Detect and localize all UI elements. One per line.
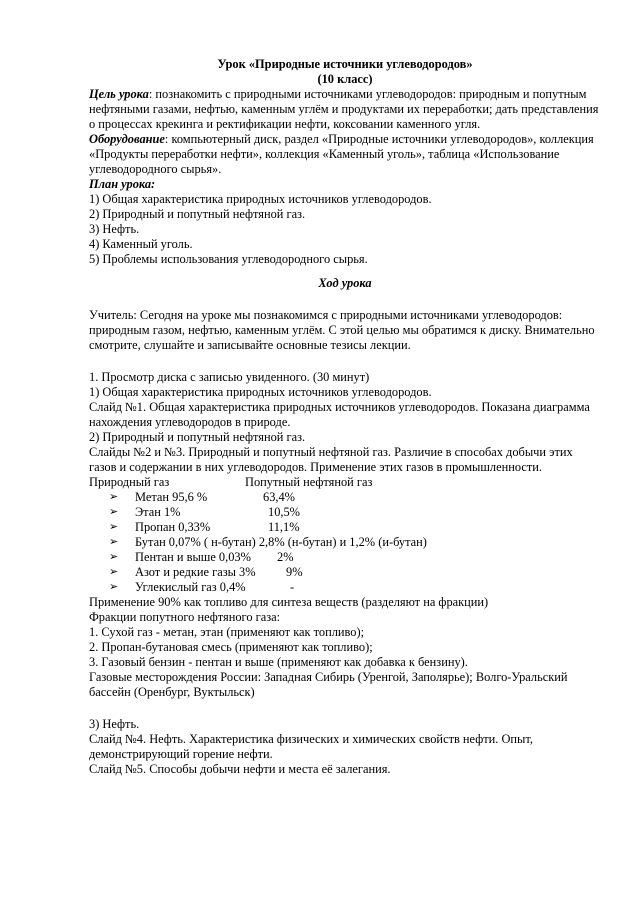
arrow-bullet-icon: ➢ <box>109 491 119 503</box>
gas-name: Пентан и выше 0,03% <box>135 550 251 564</box>
gas-row <box>89 550 601 565</box>
gas-name: Бутан 0,07% ( н-бутан) 2,8% (н-бутан) и 1,2% (и-бутан) <box>135 535 427 549</box>
text-line: 2. Пропан-бутановая смесь (применяют как топливо); <box>89 640 373 654</box>
gas-row <box>89 490 601 505</box>
plan-item: 4) Каменный уголь. <box>89 237 193 251</box>
spacer <box>89 291 601 308</box>
gas-table-header <box>89 475 601 490</box>
gas-name: Углекислый газ 0,4% <box>135 580 246 594</box>
text-line: 3. Газовый бензин - пентан и выше (применяют как добавка к бензину). <box>89 655 468 669</box>
gas-value: - <box>290 580 295 594</box>
gas-name: Этан 1% <box>135 505 181 519</box>
gas-name: Метан 95,6 % <box>135 490 208 504</box>
section-line: Слайды №2 и №3. Природный и попутный нефтяной газ. Различие в способах добычи этих газов и содержании в них углеводородов. Применение этих газов в промышленности. <box>89 445 573 474</box>
gas-name: Азот и редкие газы 3% <box>135 565 256 579</box>
goal-label: Цель урока <box>89 87 149 101</box>
section-line: 2) Природный и попутный нефтяной газ. <box>89 430 306 444</box>
arrow-bullet-icon: ➢ <box>109 506 119 518</box>
gas-row <box>89 520 601 535</box>
gas-value: 10,5% <box>268 505 301 519</box>
equipment-text: : компьютерный диск, раздел «Природные источники углеводородов», коллекция «Продукты переработки нефти», коллекция «Каменный уголь», таблица «Использование углеводородного сырья». <box>89 132 594 176</box>
plan-item: 3) Нефть. <box>89 222 140 236</box>
gas-col-natural: Природный газ <box>89 475 170 489</box>
plan-label: План урока: <box>89 177 156 191</box>
gas-row <box>89 580 601 595</box>
plan-item: 5) Проблемы использования углеводородного сырья. <box>89 252 368 266</box>
gas-value: 63,4% <box>263 490 296 504</box>
gas-col-associated: Попутный нефтяной газ <box>245 475 373 489</box>
equipment-label: Оборудование <box>89 132 165 146</box>
section-line: 1) Общая характеристика природных источников углеводородов. <box>89 385 432 399</box>
spacer <box>89 700 601 717</box>
text-line: Фракции попутного нефтяного газа: <box>89 610 281 624</box>
equipment-paragraph <box>89 132 601 177</box>
arrow-bullet-icon: ➢ <box>109 551 119 563</box>
course-heading: Ход урока <box>318 276 372 290</box>
teacher-paragraph: Учитель: Сегодня на уроке мы познакомимся с природными источниками углеводородов: природным газом, нефтью, каменным углём. С этой целью мы обратимся к диску. Внимательно смотрите, слушайте и записывайте основные тезисы лекции. <box>89 308 595 352</box>
arrow-bullet-icon: ➢ <box>109 536 119 548</box>
section-line: Слайд №1. Общая характеристика природных источников углеводородов. Показана диаграмма нахождения углеводородов в природе. <box>89 400 590 429</box>
lesson-grade: (10 класс) <box>317 72 373 86</box>
arrow-bullet-icon: ➢ <box>109 566 119 578</box>
plan-item: 2) Природный и попутный нефтяной газ. <box>89 207 306 221</box>
gas-row <box>89 535 601 550</box>
text-line: 1. Сухой газ - метан, этан (применяют как топливо); <box>89 625 365 639</box>
goal-text: : познакомить с природными источниками углеводородов: природным и попутным нефтяными газами, нефтью, каменным углём и продуктами их переработки; дать представления о процессах крекинга и ректификации нефти, коксовании каменного угля. <box>89 87 599 131</box>
text-line: Применение 90% как топливо для синтеза веществ (разделяют на фракции) <box>89 595 489 609</box>
gas-list <box>89 490 601 595</box>
text-line: Слайд №5. Способы добычи нефти и места её залегания. <box>89 762 391 776</box>
text-line: 3) Нефть. <box>89 717 140 731</box>
spacer <box>89 353 601 370</box>
gas-row <box>89 505 601 520</box>
gas-name: Пропан 0,33% <box>135 520 211 534</box>
arrow-bullet-icon: ➢ <box>109 521 119 533</box>
text-line: Слайд №4. Нефть. Характеристика физических и химических свойств нефти. Опыт, демонстрирующий горение нефти. <box>89 732 533 761</box>
document-page <box>89 57 601 777</box>
gas-value: 2% <box>277 550 294 564</box>
goal-paragraph <box>89 87 601 132</box>
plan-item: 1) Общая характеристика природных источников углеводородов. <box>89 192 432 206</box>
gas-row <box>89 565 601 580</box>
arrow-bullet-icon: ➢ <box>109 581 119 593</box>
gas-value: 11,1% <box>268 520 300 534</box>
section-line: 1. Просмотр диска с записью увиденного. (30 минут) <box>89 370 370 384</box>
text-line: Газовые месторождения России: Западная Сибирь (Уренгой, Заполярье); Волго-Уральский бассейн (Оренбург, Вуктыльск) <box>89 670 568 699</box>
gas-value: 9% <box>286 565 303 579</box>
lesson-title: Урок «Природные источники углеводородов» <box>217 57 473 71</box>
